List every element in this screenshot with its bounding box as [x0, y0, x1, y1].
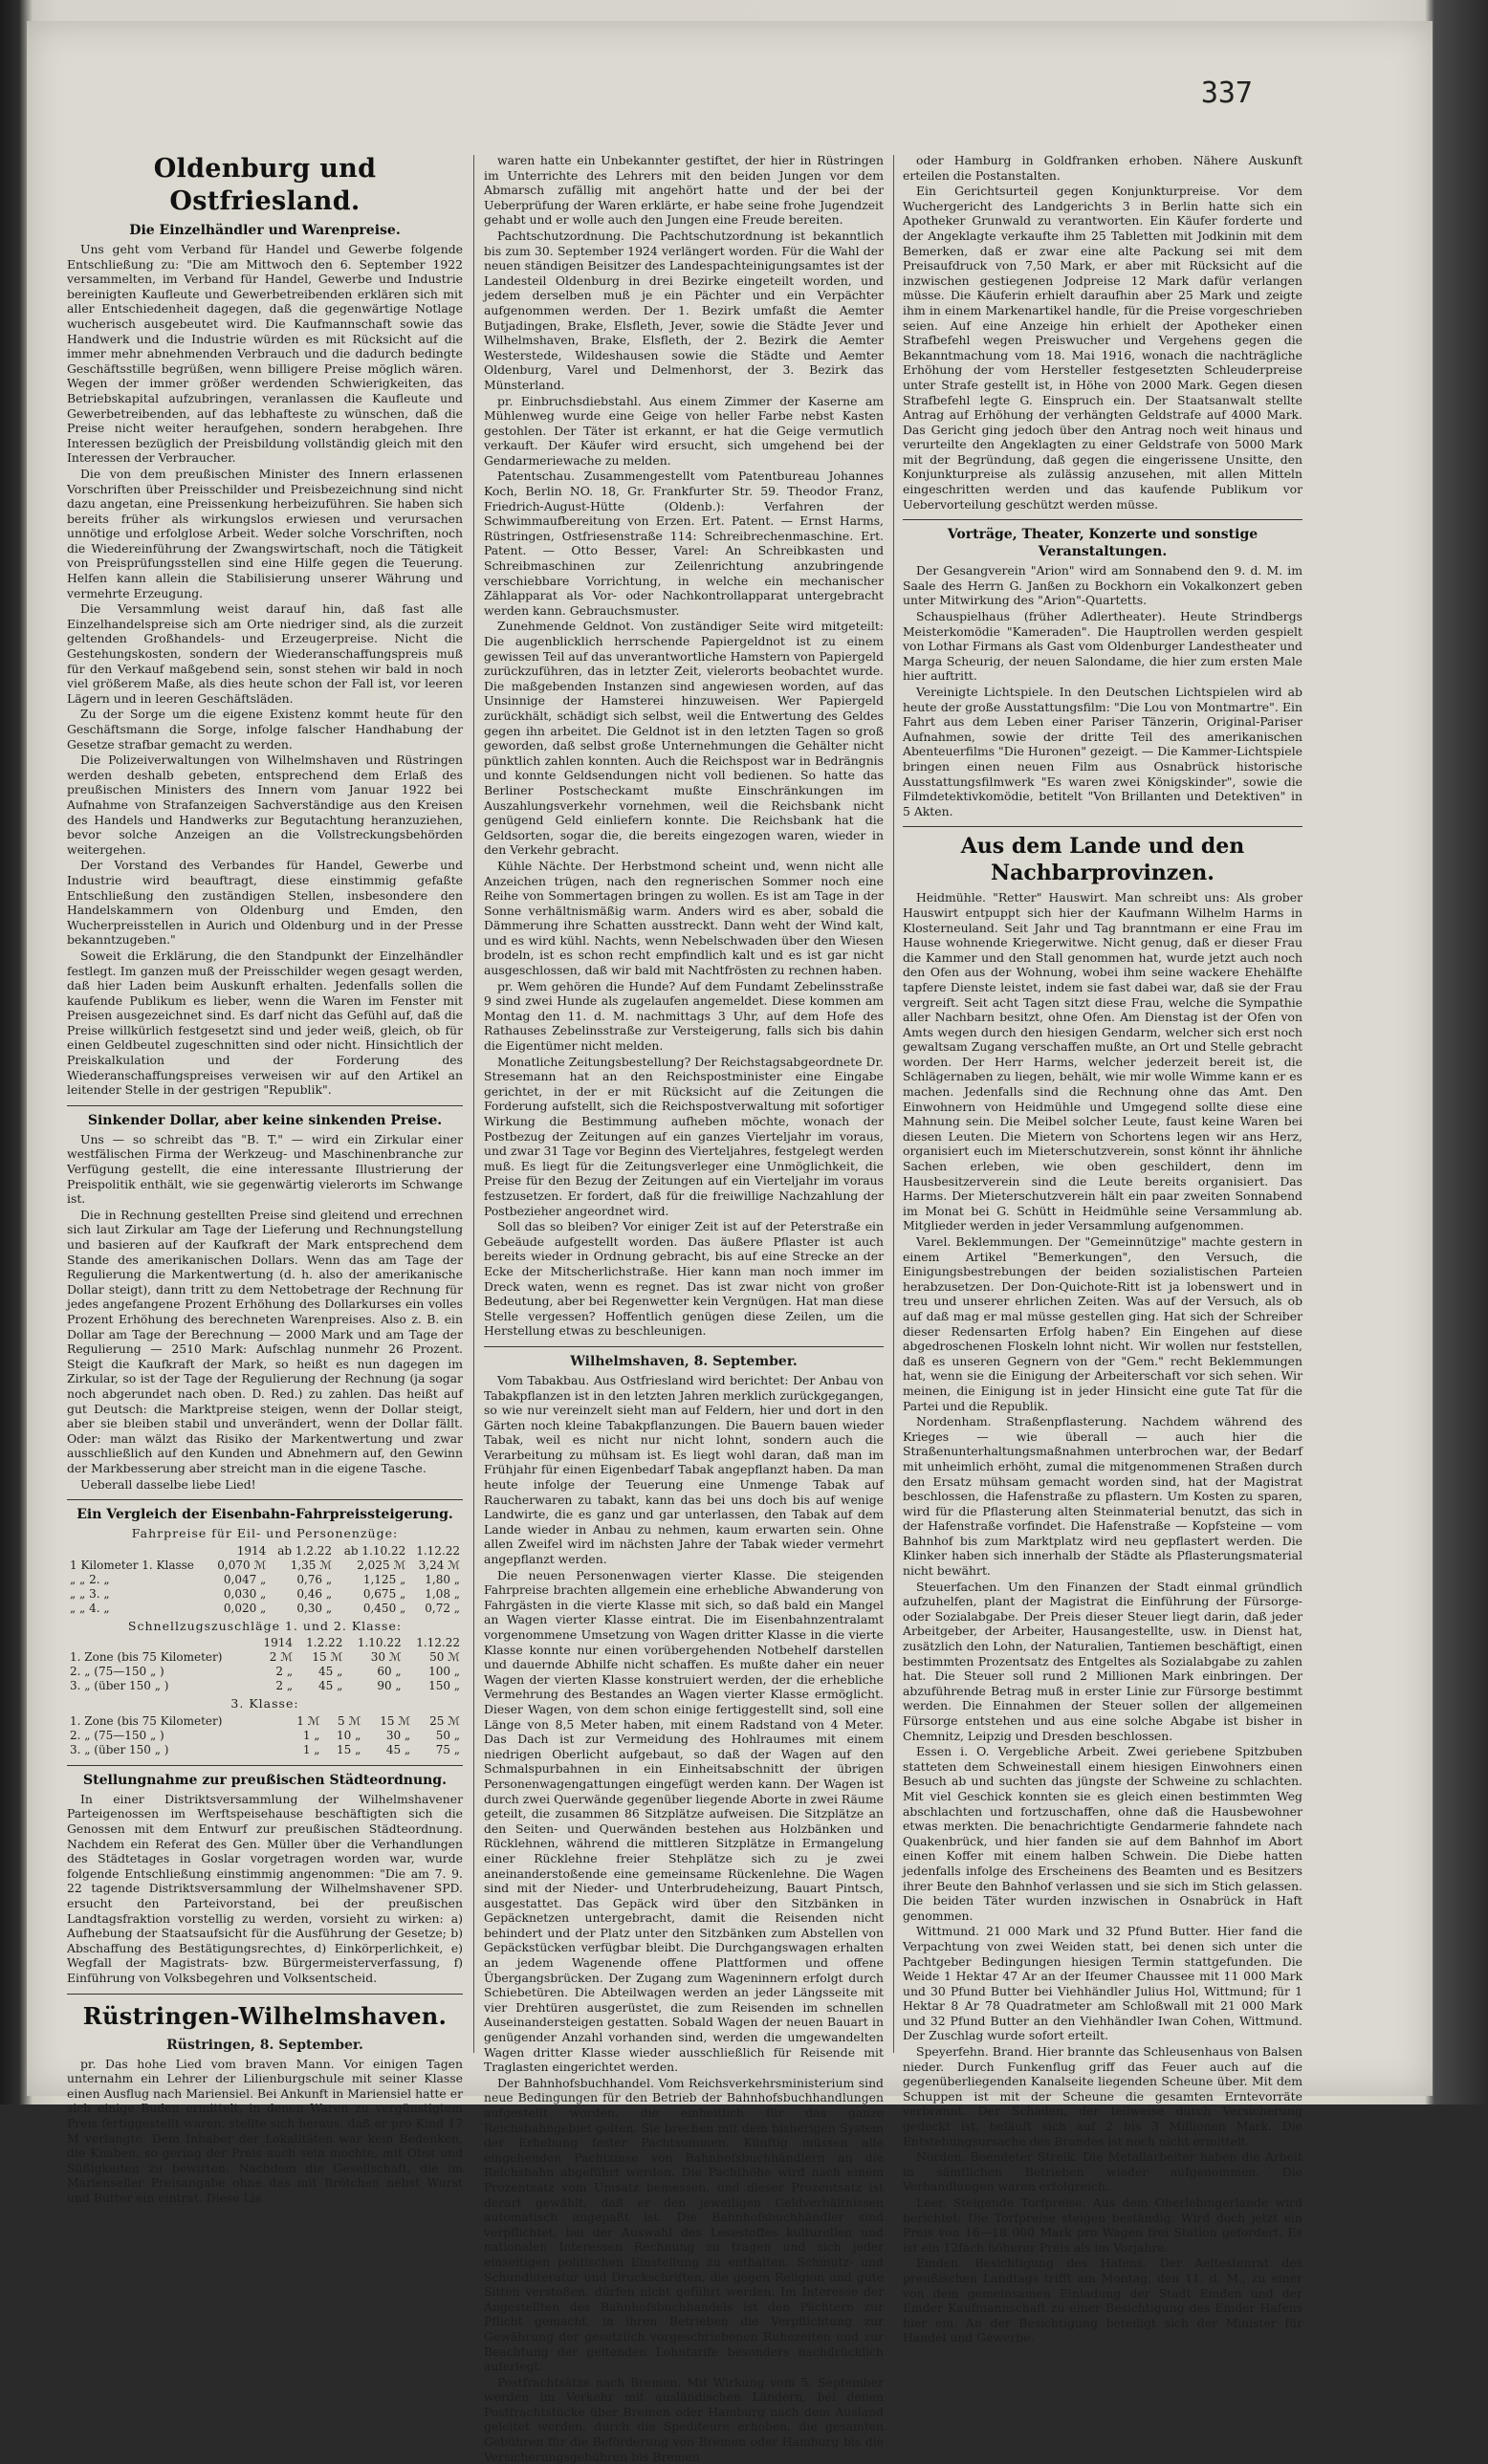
table-header-cell	[67, 1544, 209, 1559]
paragraph: Uns geht vom Verband für Handel und Gewerbe folgende Entschließung zu: "Die am Mittwoch den 6. September 1922 versammelten, im Verband für Handel, Gewerbe und Industrie bereinigten Kaufleute und Gewerbetreibenden erklären sich mit aller Entschiedenheit dagegen, daß die gegenwärtige Notlage wucherisch ausgebeutet wird. Die Kaufmannschaft sowie das Handwerk und die Industrie würden es mit Rücksicht auf die immer mehr abnehmenden Verbrauch und die dadurch bedingte Geschäftsstille begrüßen, wenn billigere Preise möglich wären. Wegen der immer größer werdenden Schwierigkeiten, das Betriebskapital aufzubringen, veranlassen die Kaufleute und Gewerbetreibenden, auf das lebhafteste zu wünschen, daß die Preise nicht weiter heraufgehen, sondern herabgehen. Ihre Interessen bezüglich der Preisbildung vollständig gleich mit den Interessen der Verbraucher.	[67, 242, 463, 466]
article-title: Vorträge, Theater, Konzerte und sonstige Veranstaltungen.	[947, 527, 1258, 560]
table-row	[67, 1587, 463, 1602]
article-title: Die Einzelhändler und Warenpreise.	[129, 223, 401, 238]
divider	[67, 1499, 463, 1500]
table-cell: 30 „	[385, 1728, 411, 1742]
surcharge-table	[67, 1636, 463, 1693]
table-cell: 1,08 „	[425, 1586, 460, 1601]
table-cell: 0,450 „	[362, 1601, 406, 1615]
article-body	[484, 1373, 884, 2464]
article-body	[67, 1792, 463, 1986]
table-cell: 15 „	[337, 1742, 361, 1756]
paragraph: Die neuen Personenwagen vierter Klasse. Die steigenden Fahrpreise brachten allgemein eine erhebliche Abwanderung von Fahrgästen in die vierte Klasse mit sich, so daß bald ein Mangel an Wagen vierter Klasse eintrat. Die im Eisenbahnzentralamt vorgenommene Umsetzung von Wagen dritter Klasse in die vierte Klasse konnte nur einen vorübergehenden Notbehelf darstellen und dauernde Abhilfe nicht schaffen. Es mußte daher ein neuer Wagen der vierten Klasse konstruiert werden, der die erhebliche Vermehrung des Bestandes an Wagen vierter Klasse ermöglicht. Dieser Wagen, von dem schon einige fertiggestellt sind, soll eine Länge von 8,5 Meter haben, mit einem Radstand von 4 Meter. Das Dach ist zur Vermeidung des Hohlraumes mit einem niedrigen Oberlicht aufgebaut, so daß der Wagen auf den Schmalspurbahnen in ein Einheitsabschnitt der übrigen Personenwagengattungen eingefügt werden kann. Der Wagen ist durch zwei Querwände gegenüber liegende Aborte in zwei Räume geteilt, die zusammen 86 Sitzplätze aufweisen. Die Sitzplätze an den Seiten- und Querwänden bestehen aus Holzbänken und Rücklehnen, während die mittleren Sitzplätze in Ermangelung einer Rücklehne freier Stehplätze sich zu je zwei aneinanderstoßende eine gemeinsame Rückenlehne. Die Wagen sind mit der Nieder- und Unterbrudeheizung, Bauart Pintsch, ausgestattet. Das Gepäck wird über den Sitzbänken in Gepäcknetzen untergebracht, damit die Reisenden nicht behindert und der Platz unter den Sitzbänken zum Abstellen von Gepäckstücken verfügbar bleibt. Die Durchgangswagen erhalten an jedem Wagenende offene Plattformen und offene Übergangsbrücken. Der Zugang zum Wageninnern erfolgt durch Schiebetüren. Die Abteilwagen werden an jeder Längsseite mit vier Drehtüren ausgerüstet, die zum Reisenden im schnellen Auseinandersteigen gestatten. Sobald Wagen der neuen Bauart in genügender Anzahl vorhanden sind, werden die umgewandelten Wagen dritter Klasse wieder ausschließlich für Reisende mit Traglasten eingerichtet werden.	[484, 1567, 884, 2075]
paragraph: Die von dem preußischen Minister des Innern erlassenen Vorschriften über Preisschilder und Preisbezeichnung sind nicht dazu angetan, eine Preissenkung herbeizuführen. Sie haben sich bereits früher als wirkungslos erwiesen und verursachen unnötige und erfolglose Arbeit. Weder solche Vorschriften, noch die Wiedereinführung der Zwangswirtschaft, noch die Tätigkeit von Preisprüfungsstellen sind eine Hilfe gegen die Teuerung. Helfen kann allein die Stabilisierung unserer Währung und vermehrte Erzeugung.	[67, 466, 463, 600]
paragraph: Der Bahnhofsbuchhandel. Vom Reichsverkehrsministerium sind neue Bedingungen für den Betrieb der Bahnhofsbuchhandlungen aufgestellt worden, die einheitlich für das ganze Reichsbahngebiet gelten. Sie brechen mit dem bisherigen System der Erhebung fester Pachtsummen. Künftig müssen alle eingehenden Pachtzinse von Bahnhofsbuchhändlern an die Reichsbahn abgeführt werden. Die Pachthöhe wird nach einem Prozentsatz vom Umsatz bemessen, und dieser Prozentsatz ist derart gewählt, daß er den jeweiligen Geldverhältnissen automatisch angepaßt ist. Die Bahnhofsbuchhändler sind verpflichtet, bei der Auswahl des Lesestoffes kulturellen und nationalen Interessen Rechnung zu tragen und sich jeder einseitigen politischen Einstellung zu enthalten. Schmutz- und Schundliteratur und Druckschriften, die gegen Religion und gute Sitten verstoßen, dürfen nicht geführt werden. Im Interesse der Angestellten des Bahnhofsbuchhandels ist den Pächtern zur Pflicht gemacht, in ihren Betrieben die Verpflichtung zur Gewährung der gesetzlich vorgeschriebenen Ruhezeiten und zur Beachtung der geltenden Lohntarife besonders nachdrücklich auferlegt.	[484, 2075, 884, 2374]
table-cell: 15 ℳ	[380, 1713, 411, 1728]
table-cell: 1,35 ℳ	[290, 1558, 333, 1572]
column-2	[484, 153, 884, 2464]
paragraph: Die Versammlung weist darauf hin, daß fast alle Einzelhandelspreise sich am Orte niedriger sind, als die zurzeit geltenden Großhandels- und Erzeugerpreise. Nicht die Gestehungskosten, sondern der Wiederanschaffungspreis muß für den Verkauf maßgebend sein, sonst stehen wir bald in noch viel größerem Maße, als dies heute schon der Fall ist, vor leeren Lägern und in leeren Geschäftsläden.	[67, 601, 463, 706]
table-cell: 0,72 „	[425, 1601, 460, 1615]
newspaper-page	[27, 21, 1433, 2464]
table-cell: 0,047 „	[223, 1572, 267, 1586]
table-cell: 5 ℳ	[338, 1713, 361, 1728]
article-body	[484, 153, 884, 1339]
divider	[484, 1346, 884, 1347]
table-cell: 30 ℳ	[370, 1650, 402, 1665]
paragraph: Die in Rechnung gestellten Preise sind gleitend und errechnen sich laut Zirkular am Tage der Lieferung und Rechnungstellung und basieren auf der Kaufkraft der Mark entsprechend dem Stande des amerikanischen Dollars. Wenn das am Tage der Regulierung die Markentwertung (d. h. also der amerikanische Dollar steigt), dann tritt zu dem Nettobetrage der Rechnung für jedes angefangene Prozent Erhöhung des Dollarkurses ein volles Prozent Erhöhung des berechneten Warenpreises. Also z. B. ein Dollar am Tage der Berechnung — 2000 Mark und am Tage der Regulierung — 2510 Mark: Aufschlag nunmehr 26 Prozent. Steigt die Kaufkraft der Mark, so heißt es nun dagegen im Zirkular, so ist der Tage der Regulierung der Rechnung (ja sogar noch abgerundet nach oben. D. Red.) zu zahlen. Das heißt auf gut Deutsch: die Marktpreise steigen, wenn der Dollar steigt, aber sie bleiben stabil und unverändert, wenn der Dollar fällt. Oder: man wälzt das Risiko der Markentwertung und zwar ausschließlich auf den Kunden und Abnehmern auf, den Gewinn der Markbesserung aber streicht man in die eigene Tasche.	[67, 1207, 463, 1475]
paragraph: Der Vorstand des Verbandes für Handel, Gewerbe und Industrie wird beauftragt, diese einstimmig gefaßte Entschließung den zuständigen Stellen, insbesondere den Handelskammern von Oldenburg und Emden, den Wucherpreisstellen in Aurich und Oldenburg und in der Presse bekanntzugeben."	[67, 858, 463, 948]
paragraph: In einer Distriktsversammlung der Wilhelmshavener Parteigenossen im Werftspeisehause beschäftigten sich die Genossen mit dem Entwurf zur preußischen Städteordnung. Nachdem ein Referat des Gen. Müller über die Verhandlungen des Städtetages in Goslar vorgetragen worden war, wurde folgende Entschließung einstimmig angenommen: "Die am 7. 9. 22 tagende Distriktsversammlung der Wilhelmshavener SPD. ersucht den Parteivorstand, bei der preußischen Landtagsfraktion vorstellig zu werden, vorsieht zu wirken: a) Aufhebung der Staatsaufsicht für die Ausführung der Gesetze; b) Abschaffung des Bestätigungsrechtes, d) Einkörperlichkeit, e) Wegfall der Magistrats- bzw. Bürgermeisterverfassung, f) Einführung von Volksbegehren und Volksentscheid.	[67, 1791, 463, 1985]
divider	[67, 1994, 463, 1995]
article-title: Sinkender Dollar, aber keine sinkenden Preise.	[87, 1112, 443, 1128]
section-heading-ruestringen: Rüstringen-Wilhelmshaven.	[82, 2001, 448, 2030]
table-cell: 1. Zone (bis 75 Kilometer)	[70, 1650, 223, 1665]
table-cell: 150 „	[428, 1679, 460, 1693]
table-cell: 1 „	[302, 1742, 320, 1756]
table-cell: 45 „	[385, 1742, 411, 1756]
article-body	[67, 242, 463, 1098]
paragraph: Soll das so bleiben? Vor einiger Zeit ist auf der Peterstraße ein Gebeäude aufgestellt worden. Das äußere Pflaster ist auch bereits wieder in Ordnung gebracht, bis auf eine Strecke an der Ecke der Mitscherlichstraße. Hier kann man noch immer im Dreck waten, wenn es regnet. Das ist zwar nicht von großer Bedeutung, aber bei Regenwetter kein Vergnügen. Hat man diese Stelle vergessen? Hoffentlich genügen diese Zeilen, um die Herstellung etwas zu beschleunigen.	[484, 1219, 884, 1339]
table-header-cell: 1914	[236, 1543, 267, 1558]
article-body	[903, 890, 1302, 2345]
paragraph: pr. Das hohe Lied vom braven Mann. Vor einigen Tagen unternahm ein Lehrer der Lilienburgschule mit seiner Klasse einen Ausflug nach Mariensiel. Bei Ankunft in Mariensiel hatte er sich einige Buden ermittelt, in denen Waren zu vergünstigtem Preis fertiggestellt waren, stellte sich heraus, daß er pro Kind 17 M verlangte. Dem Inhaber der Lokalitäten war kein Bedenken, die Knaben, so gering der Preis auch sein mochte, mit Obst und Süßigkeiten zu bewirten. Nachdem die Gesellschaft, die im Marienseller Preisangabe ohne das mit Brötchen nebst Wurst und Butter ein eintrat. Diese Lis	[67, 2056, 463, 2205]
table-cell: 90 „	[377, 1679, 402, 1693]
table-cell: 0,030 „	[223, 1586, 267, 1601]
table-row	[67, 1743, 463, 1757]
table-header-cell: 1.2.22	[306, 1636, 343, 1650]
table-cell: 50 „	[435, 1728, 460, 1742]
dateline: Wilhelmshaven, 8. September.	[570, 1353, 798, 1369]
paragraph: Leer. Steigende Torfpreise. Aus dem Oberlebingerlande wird berichtet: Die Torfpreise steigen beständig. Wird doch jetzt ein Preis von 16—18 000 Mark pro Wagen frei Station gefordert. Es ist ein 12fach höherer Preis als im Vorjahre.	[903, 2195, 1302, 2255]
table-cell: 15 ℳ	[312, 1650, 343, 1665]
table-header-cell: ab 1.10.22	[343, 1543, 406, 1558]
table-cell: 3,24 ℳ	[418, 1558, 460, 1572]
table-row	[67, 1679, 463, 1693]
table-caption: Schnellzugszuschläge 1. und 2. Klasse:	[127, 1618, 403, 1633]
article-body	[67, 2057, 463, 2206]
table-cell: 1 „	[302, 1728, 320, 1742]
paragraph: Varel. Beklemmungen. Der "Gemeinnützige" machte gestern in einem Artikel "Bemerkungen", den Versuch, die Einigungsbestrebungen der beiden sozialistischen Parteien herabzusetzen. Der Don-Quichote-Ritt ist ja lobenswert und in treu und unserer ehrlichen Zeiten. Was auf der Versuch, als ob auf daß mag er mal müsse gestellen ging. Hat sich der Schreiber dieser Redensarten Erfolg haben? Ein Eingehen auf diese abgedroschenen Floskeln lohnt nicht. Wir wollen nur feststellen, daß es unseren Gegnern von der "Gem." recht Beklemmungen hat, wenn sie die Einigung der Arbeiterschaft vor sich sehen. Wir meinen, die Einigung ist in jeder Hinsicht eine gute Tat für die Partei und die Republik.	[903, 1234, 1302, 1413]
divider	[903, 826, 1302, 827]
paragraph: Emden. Besichtigung des Hafens. Der Aeltestenrat des preußischen Landtags trifft am Montag, den 11. d. M., zu einer von dem gemeinsamen Einladung der Stadt Emden und der Emder Kaufmannschaft zu einer Besichtigung des Emder Hafens hier ein. An der Besichtigung beteiligt sich der Minister für Handel und Gewerbe.	[903, 2256, 1302, 2345]
surcharge-table-3rd-class	[67, 1714, 463, 1757]
table-cell: 45 „	[318, 1679, 343, 1693]
paragraph: Vom Tabakbau. Aus Ostfriesland wird berichtet: Der Anbau von Tabakpflanzen ist in den letzten Jahren merklich zurückgegangen, so wie nur vereinzelt sieht man auf Feldern, hier und dort in den Gärten noch kleine Tabakpflanzungen. Die Bauern bauen wieder Tabak, weil es nicht nur nicht lohnt, sondern auch die Verarbeitung zu mühsam ist. Es liegt wohl daran, daß man im Frühjahr für einen Eigenbedarf Tabak angepflanzt haben. Da man heute infolge der Teuerung eine Unmenge Tabak auf Raucherwaren zu tabakt, kann das bei uns doch bis auf wenige Landwirte, die es ganz und gar unterlassen, den Tabak auf dem Lande wieder in Anbau zu nehmen, kaum erwarten sein. Ohne allen Zweifel wird im nächsten Jahre der Tabak wieder vermehrt angepflanzt werden.	[484, 1372, 884, 1567]
paragraph: Zunehmende Geldnot. Von zuständiger Seite wird mitgeteilt: Die augenblicklich herrschende Papiergeldnot ist zu einem gewissen Teil auf das unverantwortliche Hamstern von Papiergeld zurückzuführen, das in letzter Zeit, vielerorts beobachtet wurde. Die maßgebenden Instanzen sind angewiesen worden, auf das Unsinnige der Hamsterei hinzuweisen. Wer Papiergeld zurückhält, schädigt sich selbst, weil die Entwertung des Geldes gegen ihn arbeitet. Die Geldnot ist in den letzten Tagen so groß geworden, daß selbst große Unternehmungen die Gehälter nicht pünktlich zahlen konnten. Auch die Reichspost war in Bedrängnis und konnte Geldsendungen nicht voll bedienen. So hatte das Berliner Postscheckamt mußte Einschränkungen im Auszahlungsverkehr vornehmen, weil die Reichsbank nicht genügend Geld einliefern konnte. Die Reichsbank hat die Geldsorten, sogar die, die bereits eingezogen waren, wieder in den Verkehr gebracht.	[484, 619, 884, 858]
divider	[67, 1105, 463, 1106]
table-cell: 0,675 „	[362, 1586, 406, 1601]
table-cell: 1,80 „	[425, 1572, 460, 1586]
column-rule	[893, 155, 894, 2053]
table-cell: „ „ 3. „	[70, 1586, 110, 1601]
paragraph: oder Hamburg in Goldfranken erhoben. Nähere Auskunft erteilen die Postanstalten.	[903, 153, 1302, 183]
table-cell: 25 ℳ	[429, 1713, 460, 1728]
table-cell: 1,125 „	[362, 1572, 406, 1586]
table-header-row	[67, 1544, 463, 1559]
article-title: Stellungnahme zur preußischen Städteordnung.	[83, 1772, 447, 1788]
table-row	[67, 1665, 463, 1679]
table-row	[67, 1729, 463, 1743]
fare-table	[67, 1544, 463, 1616]
page-number: 337	[1200, 76, 1253, 110]
paragraph: pr. Wem gehören die Hunde? Auf dem Fundamt Zebelinsstraße 9 sind zwei Hunde als zugelaufen angemeldet. Diese kommen am Montag den 11. d. M. nachmittags 3 Uhr, auf dem Hofe des Rathauses Zebelinsstraße zur Versteigerung, falls sich bis dahin die Eigentümer nicht melden.	[484, 978, 884, 1054]
table-cell: 75 „	[435, 1742, 460, 1756]
article-title: Ein Vergleich der Eisenbahn-Fahrpreissteigerung.	[77, 1507, 453, 1523]
table-cell: 0,020 „	[223, 1601, 267, 1615]
paragraph: Zu der Sorge um die eigene Existenz kommt heute für den Geschäftsmann die Sorge, infolge falscher Handhabung der Gesetze strafbar gemacht zu werden.	[67, 707, 463, 752]
paragraph: Postfrachtsätze nach Bremen. Mit Wirkung vom 5. September werden im Verkehr mit ausländischen Ländern, bei denen Postfrachtstücke über Bremen oder Hamburg nach dem Ausland geleitet werden, durch die Spediteure erhoben, die gesamten Gebühren für die Beförderung von Bremen oder Hamburg bis die Versicherungsgebühren bis Bremen	[484, 2374, 884, 2464]
paragraph: Wittmund. 21 000 Mark und 32 Pfund Butter. Hier fand die Verpachtung von zwei Weiden statt, bei denen sich unter die Pachtgeber Bedingungen hiesigen Termin stattgefunden. Die Weide 1 Hektar 47 Ar an der Ifeumer Chaussee mit 11 000 Mark und 30 Pfund Butter bei Viehhändler Julius Hol, Wittmund; für 1 Hektar 8 Ar 78 Quadratmeter am Schloßwall mit 21 000 Mark und 32 Pfund Butter an den Viehhändler Iwan Cohen, Wittmund. Der Zuschlag wurde sofort erteilt.	[903, 1924, 1302, 2043]
table-row	[67, 1602, 463, 1616]
table-cell: 10 „	[337, 1728, 361, 1742]
table-cell: 0,46 „	[296, 1586, 333, 1601]
table-cell: 2,025 ℳ	[357, 1558, 406, 1572]
paragraph: Schauspielhaus (früher Adlertheater). Heute Strindbergs Meisterkomödie "Kameraden". Die Hauptrollen werden gespielt von Lothar Firmans als Gast vom Oldenburger Landestheater und Marga Scheurig, der neuen Salondame, die hier zum ersten Male hier auftritt.	[903, 609, 1302, 684]
paragraph: Vereinigte Lichtspiele. In den Deutschen Lichtspielen wird ab heute der große Ausstattungsfilm: "Die Lou von Montmartre". Ein Fahrt aus dem Leben einer Pariser Tänzerin, Original-Pariser Aufnahmen, sowie der dritte Teil des amerikanischen Abenteuerfilms "Die Huronen" gezeigt. — Die Kammer-Lichtspiele bringen einen neuen Film aus Osnabrück historische Ausstattungsfilmwerk "Es waren zwei Königskinder", sowie die Filmdetektivkomödie, betitelt "Von Brillanten und Detektiven" in 5 Akten.	[903, 685, 1302, 818]
table-cell: 0,30 „	[296, 1601, 333, 1615]
paragraph: Norden. Beendeter Streik. Die Metallarbeiter haben die Arbeit in sämtlichen Betrieben wieder aufgenommen. Die Verhandlungen waren erfolgreich.	[903, 2149, 1302, 2194]
paragraph: Nordenham. Straßenpflasterung. Nachdem während des Krieges — wie überall — auch hier die Straßenunterhaltungsmaßnahmen unterbrochen war, der Bedarf mit unheimlich erhöht, zumal die mitgenommenen Straßen durch den Ersatz mühsam gemacht worden sind, hat der Magistrat beschlossen, die Hafenstraße zu pflastern. Um Kosten zu sparen, wird für die Pflasterung alten Steinmaterial benutzt, das sich in der Hafenstraße vorfindet. Die Hafenstraße — Kopfsteine — vom Bahnhof bis zum Marktplatz wird neu gepflastert werden. Die Klinker haben sich innerhalb der Städte als Pflasterungsmaterial nicht bewährt.	[903, 1414, 1302, 1579]
table-cell: 50 ℳ	[429, 1650, 460, 1665]
table-cell: 1 ℳ	[296, 1713, 320, 1728]
table-cell: 100 „	[428, 1665, 460, 1679]
table-header-cell: ab 1.2.22	[277, 1543, 333, 1558]
table-header-cell: 1.12.22	[416, 1543, 460, 1558]
paragraph: Uns — so schreibt das "B. T." — wird ein Zirkular einer westfälischen Firma der Werkzeug- und Maschinenbranche zur Verfügung gestellt, die eine interessante Illustrierung der Preispolitik enthält, wie sie gegenwärtig vielerorts im Schwange ist.	[67, 1131, 463, 1207]
paragraph: Die Polizeiverwaltungen von Wilhelmshaven und Rüstringen werden deshalb gebeten, entsprechend dem Erlaß des preußischen Ministers des Innern vom Januar 1922 bei Aufnahme von Strafanzeigen Sachverständige aus den Kreisen des Handels und Handwerks zur Begutachtung heranzuziehen, bevor solche Anzeigen an die Vollstreckungsbehörden weitergehen.	[67, 752, 463, 857]
paragraph: Heidmühle. "Retter" Hauswirt. Man schreibt uns: Als grober Hauswirt entpuppt sich hier der Kaufmann Wilhelm Harms in Klosterneuland. Seit Jahr und Tag branntmann er eine Frau im Hause wohnende Kriegerwitwe. Nicht genug, daß er dieser Frau die Kammer und den Stall genommen hat, wurde jetzt auch noch den Ofen aus der Wohnung, wobei ihm seine wackere Ehehälfte tapfere Dienste leistet, indem sie fast dabei war, daß sie der Frau vergreift. Seit acht Tagen sitzt diese Frau, welche die Sympathie aller Nachbarn besitzt, ohne Ofen. Am Dienstag ist der Ofen von Amts wegen durch den hiesigen Gendarm, welcher sich erst noch gewaltsam Zugang verschaffen mußte, an Ort und Stelle gebracht worden. Der Herr Harms, welcher jederzeit bereit ist, die Schlägernaben zu liegen, behält, wie mir wolle Wimme kann er es machen. Jedenfalls sind die Rechnung ohne das Amt. Den Einwohnern von Heidmühle und Umgegend sollte diese eine Mahnung sein. Die Meibel solcher Leute, faust keine Waren bei diesen Leuten. Die Mietern von Schortens legen wir ans Herz, organisiert euch im Mieterschutzverein, sonst könnt ihr ähnliche Sachen erleben, wie oben geschildert, denn im Hausbesitzerverein sind die Leute bereits organisiert. Das Harms. Der Mieterschutzverein hält ein paar zweiten Sonnabend im Monat bei G. Schütt in Heidmühle seine Versammlung ab. Mitglieder werden in jeder Versammlung aufgenommen.	[903, 890, 1302, 1233]
column-1	[67, 153, 463, 2205]
section-heading-oldenburg: Oldenburg und Ostfriesland.	[153, 154, 377, 216]
table-cell: 2. „ (75—150 „ )	[70, 1728, 164, 1742]
table-cell: 2 ℳ	[269, 1650, 294, 1665]
table-header-cell: 1.12.22	[416, 1636, 460, 1650]
article-body	[67, 1132, 463, 1492]
table-cell: 0,070 ℳ	[217, 1558, 267, 1572]
section-heading-nachbarprovinzen: Aus dem Lande und den Nachbarprovinzen.	[960, 834, 1245, 886]
table-cell: 3. „ (über 150 „ )	[70, 1679, 169, 1693]
paragraph: waren hatte ein Unbekannter gestiftet, der hier in Rüstringen im Unterrichte des Lehrers mit den beiden Jungen vor dem Abmarsch zufällig mit angehört hatte und der bei der Ueberprüfung der Waren erklärte, er habe seine frohe Jugendzeit gehabt und er wolle auch den Jungen eine Freude bereiten.	[484, 153, 884, 228]
paragraph: Steuerfachen. Um den Finanzen der Stadt einmal gründlich aufzuhelfen, plant der Magistrat die Einführung der Fürsorge- oder Sozialabgabe. Der Preis dieser Steuer liegt darin, daß jeder Arbeitgeber, der Arbeiter, Hausangestellte, usw. in Dienst hat, zusätzlich den Lohn, der Naturalien, Tantiemen beschäftigt, einen bestimmten Prozentsatz des Entgeltes als Sozialabgabe zu zahlen hat. Die Steuer soll rund 2 Millionen Mark einbringen. Der abzuführende Betrag muß in erster Linie zur Fürsorge bestimmt werden. Die Einnahmen der Steuer sollen der allgemeinen Fürsorge entstehen und aus eine solche Abgabe ist bisher in Chemnitz, Leipzig und Dresden beschlossen.	[903, 1579, 1302, 1743]
table-cell: 1. Zone (bis 75 Kilometer)	[70, 1713, 223, 1728]
table-caption: 3. Klasse:	[230, 1696, 299, 1712]
paragraph: Ueberall dasselbe liebe Lied!	[80, 1476, 256, 1492]
table-header-cell	[67, 1636, 254, 1650]
divider	[903, 519, 1302, 520]
table-cell: 2 „	[275, 1665, 294, 1679]
paragraph: Pachtschutzordnung. Die Pachtschutzordnung ist bekanntlich bis zum 30. September 1924 verlängert worden. Für die Wahl der neuen ständigen Beisitzer des Landespachteinigungsamtes ist der Landesteil Oldenburg in drei Bezirke eingeteilt worden, und jedem derselben muß je ein Pächter und ein Verpächter aufgenommen werden. Der 1. Bezirk umfaßt die Aemter Butjadingen, Brake, Elsfleth, Jever, sowie die Städte Jever und Wilhelmshaven, Brake, Elsfleth, der 2. Bezirk die Aemter Westerstede, Wildeshausen sowie die Städte und Aemter Oldenburg, Varel und Delmenhorst, der 3. Bezirk das Münsterland.	[484, 228, 884, 392]
paragraph: Kühle Nächte. Der Herbstmond scheint und, wenn nicht alle Anzeichen trügen, nach den regnerischen Sommer noch eine Reihe von Sommertagen bringen zu wollen. Es ist am Tage in der Sonne verhältnismäßig warm. Anders wird es aber, sobald die Dämmerung ihre Schatten ausstreckt. Dann weht der Wind kalt, und es wird kühl. Nachts, wenn Nebelschwaden über den Wiesen brodeln, ist es schon recht empfindlich kalt und es ist gar nicht ausgeschlossen, daß wir bald mit Nachtfrösten zu rechnen haben.	[484, 858, 884, 978]
column-3	[903, 153, 1302, 2345]
paragraph: pr. Einbruchsdiebstahl. Aus einem Zimmer der Kaserne am Mühlenweg wurde eine Geige von heller Farbe nebst Kasten gestohlen. Der Täter ist erkannt, er hat die Geige vermutlich verkauft. Der Käufer wird ersucht, sich umgehend bei der Gendarmeriewache zu melden.	[484, 393, 884, 468]
table-cell: 45 „	[318, 1665, 343, 1679]
table-cell: 1 Kilometer 1. Klasse	[70, 1558, 194, 1572]
table-cell: 0,76 „	[296, 1572, 333, 1586]
paragraph: Monatliche Zeitungsbestellung? Der Reichstagsabgeordnete Dr. Stresemann hat an den Reichspostminister eine Eingabe gerichtet, in der er mit Rücksicht auf die Zeitungen die Forderung aufstellt, sich die Reichspostverwaltung mit sofortiger Wirkung die Bestimmung aufheben möchte, wonach der Postbezug der Zeitungen auf ein ganzes Vierteljahr im voraus, und zwar 31 Tage vor Beginn des Vierteljahres, festgelegt werden muß. Es liegt für die Zeitungsverleger eine Unmöglichkeit, die Preise für den Bezug der Zeitungen auf ein Vierteljahr im voraus festzusetzen. Er fordert, daß für die freiwillige Nachzahlung der Postbezieher angeordnet wird.	[484, 1054, 884, 1218]
table-caption: Fahrpreise für Eil- und Personenzüge:	[131, 1526, 399, 1541]
paragraph: Der Gesangverein "Arion" wird am Sonnabend den 9. d. M. im Saale des Herrn G. Janßen zu Bockhorn ein Vokalkonzert geben unter Mitwirkung des "Arion"-Quartetts.	[903, 563, 1302, 608]
dateline: Rüstringen, 8. September.	[166, 2037, 363, 2053]
paragraph: Essen i. O. Vergebliche Arbeit. Zwei geriebene Spitzbuben statteten dem Schweinestall einem hiesigen Einwohners einen Besuch ab und suchten das jüngste der Schweine zu schlachten. Mit viel Geschick konnten sie es gleich einen bestimmten Weg abschlachten und fortzuschaffen, ohne daß die Hausbewohner etwas merkten. Die benachrichtigte Gendarmerie fahndete nach Quakenbrück, und hier fanden sie auf dem Bahnhof im Abort einen Koffer mit einem halben Schwein. Die Diebe hatten jedenfalls infolge des Erscheinens des Beamten und es Besitzers ihrer Beute den Bahnhof verlassen und sie sich im Stich gelassen. Die beiden Täter wurden inzwischen in Osnabrück in Haft genommen.	[903, 1744, 1302, 1923]
paragraph: Patentschau. Zusammengestellt vom Patentbureau Johannes Koch, Berlin NO. 18, Gr. Frankfurter Str. 59. Theodor Franz, Friedrich-August-Hütte (Oldenb.): Verfahren der Schwimmaufbereitung von Erzen. Ert. Patent. — Ernst Harms, Rüstringen, Ostfriesenstraße 114: Schreibrechenmaschine. Ert. Patent. — Otto Besser, Varel: An Schreibkasten und Schreibmaschinen zur Zeilenrichtung anzubringende verschiebbare Vorrichtung, in welche ein mechanischer Zählapparat als Vor- oder Nachkontrollapparat untergebracht werden kann. Gebrauchsmuster.	[484, 469, 884, 618]
divider	[67, 1765, 463, 1766]
paragraph: Speyerfehn. Brand. Hier brannte das Schleusenhaus von Balsen nieder. Durch Funkenflug griff das Feuer auch auf die gegenüberliegenden Kanalseite liegenden Scheune über. Mit dem Schuppen ist mit der Scheune die gesamten Erntevorräte verbrannt. Der Schaden, der teilweise durch Versicherung gedeckt ist, beläuft sich auf 2 bis 3 Millionen Mark. Die Entstehungsursache des Brandes ist noch nicht ermittelt.	[903, 2044, 1302, 2148]
table-row	[67, 1650, 463, 1665]
column-rule	[473, 155, 474, 2053]
table-header-row	[67, 1636, 463, 1650]
table-header-cell: 1.10.22	[357, 1636, 402, 1650]
paragraph: Soweit die Erklärung, die den Standpunkt der Einzelhändler festlegt. Im ganzen muß der Preisschilder wegen gesagt werden, daß hier Laden beim Auskunft erhalten. Jedenfalls sollen die kaufende Publikum es lieber, wenn die Waren im Fenster mit Preisen ausgezeichnet sind. Es darf nicht das Gefühl auf, daß die Preise willkürlich festgesetzt sind und jeder weiß, gleich, ob für einen Geldbeutel zugeschnitten sind oder nicht. Hinsichtlich der Preiskalkulation und der Forderung des Wiederanschaffungspreises verweisen wir auf den Artikel an leitender Stelle in der gestrigen "Republik".	[67, 948, 463, 1098]
table-row	[67, 1714, 463, 1729]
table-row	[67, 1559, 463, 1573]
paragraph: Ein Gerichtsurteil gegen Konjunkturpreise. Vor dem Wuchergericht des Landgerichts 3 in Berlin hatte sich ein Apotheker Grunwald zu verantworten. Ein Käufer forderte und der Angeklagte verkaufte ihm 25 Tabletten mit Jodkinin mit dem Bemerken, daß er zwar eine alte Packung sei mit dem Preisaufdruck von 7,50 Mark, er aber mit Rücksicht auf die inzwischen gestiegenen Jodpreise 12 Mark dafür verlangen müsse. Die Käuferin erhielt daraufhin aber 25 Mark und zeigte ihm in einem Markenartikel handle, für die Preise vorgeschrieben seien. Auf eine Anzeige hin erhielt der Apotheker einen Strafbefehl wegen Preiswucher und Vergehens gegen die Bekanntmachung vom 18. Mai 1916, wonach die nachträgliche Erhöhung der vom Hersteller festgesetzten Schleuderpreise unter Strafe gestellt ist, in Höhe von 2000 Mark. Gegen diesen Strafbefehl legte G. Einspruch ein. Der Staatsanwalt stellte Antrag auf Erhöhung der verhängten Geldstrafe auf 4000 Mark. Das Gericht ging jedoch über den Antrag noch weit hinaus und verurteilte den Angeklagten zu einer Geldstrafe von 5000 Mark mit der Begründung, daß gegen die eingerissene Unsitte, den Konjunkturpreise als zulässig anzusehen, mit allen Mitteln eingeschritten werden und das kaufende Publikum vor Uebervorteilung geschützt werden müsse.	[903, 184, 1302, 512]
article-body	[903, 563, 1302, 818]
table-header-cell: 1914	[263, 1636, 294, 1650]
table-cell: 60 „	[377, 1665, 402, 1679]
table-cell: 2. „ (75—150 „ )	[70, 1665, 164, 1679]
table-cell: „ „ 4. „	[70, 1601, 110, 1615]
table-cell: 2 „	[275, 1679, 294, 1693]
table-cell: „ „ 2. „	[70, 1572, 110, 1586]
table-row	[67, 1573, 463, 1587]
table-cell: 3. „ (über 150 „ )	[70, 1742, 169, 1756]
article-body	[903, 153, 1302, 512]
